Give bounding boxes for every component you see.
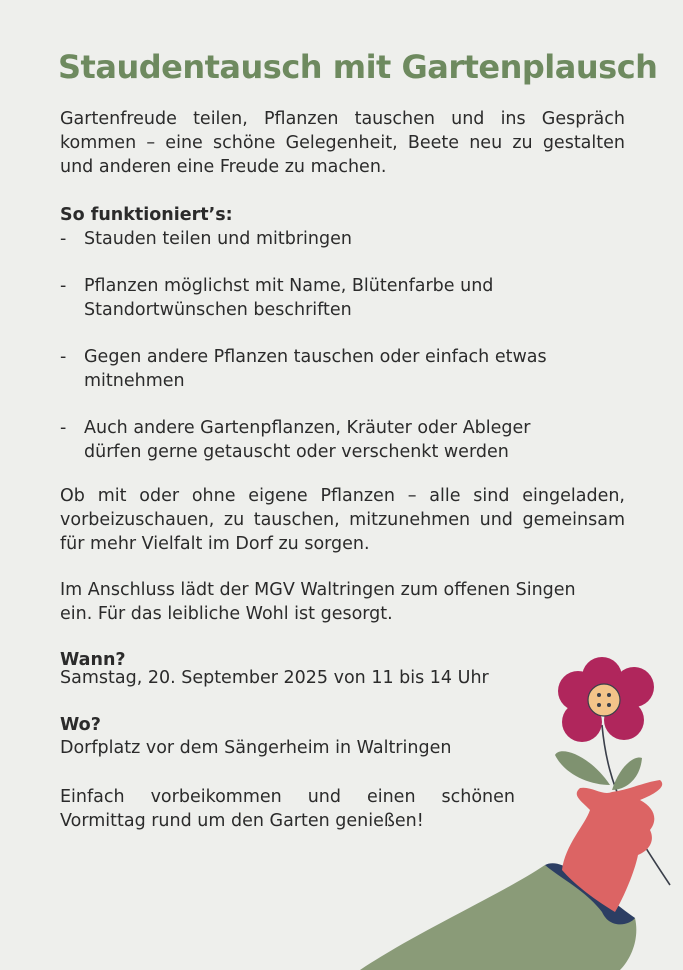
when-value: Samstag, 20. September 2025 von 11 bis 14 Uhr [60, 668, 489, 688]
closing-text: Einfach vorbeikommen und einen schönen Vormittag rund um den Garten genießen! [60, 787, 515, 831]
list-item: - Auch andere Gartenpflanzen, Kräuter oder Ableger dürfen gerne getauscht oder verschenkt werden [60, 416, 560, 464]
hand-holding-flower-illustration [340, 650, 683, 970]
intro-text: Gartenfreude teilen, Pflanzen tauschen und ins Gespräch kommen – eine schöne Gelegenheit, Beete neu zu gestalten und anderen eine Freude zu machen. [60, 109, 625, 177]
when-heading: Wann? [60, 650, 126, 670]
list-item: - Pflanzen möglichst mit Name, Blütenfarbe und Standortwünschen beschriften [60, 274, 560, 322]
how-list [60, 227, 560, 487]
invite-text: Ob mit oder ohne eigene Pflanzen – alle sind eingeladen, vorbeizuschauen, zu tauschen, mitzunehmen und gemeinsam für mehr Vielfalt im Dorf zu sorgen. [60, 486, 625, 554]
where-heading: Wo? [60, 715, 101, 735]
how-heading: So funktioniert’s: [60, 205, 233, 225]
list-item: - Gegen andere Pflanzen tauschen oder einfach etwas mitnehmen [60, 345, 560, 393]
where-value: Dorfplatz vor dem Sängerheim in Waltringen [60, 738, 452, 758]
mgv-text: Im Anschluss lädt der MGV Waltringen zum offenen Singen ein. Für das leibliche Wohl ist gesorgt. [60, 580, 576, 624]
list-item: - Stauden teilen und mitbringen [60, 227, 560, 251]
page-title: Staudentausch mit Gartenplausch [58, 48, 658, 86]
